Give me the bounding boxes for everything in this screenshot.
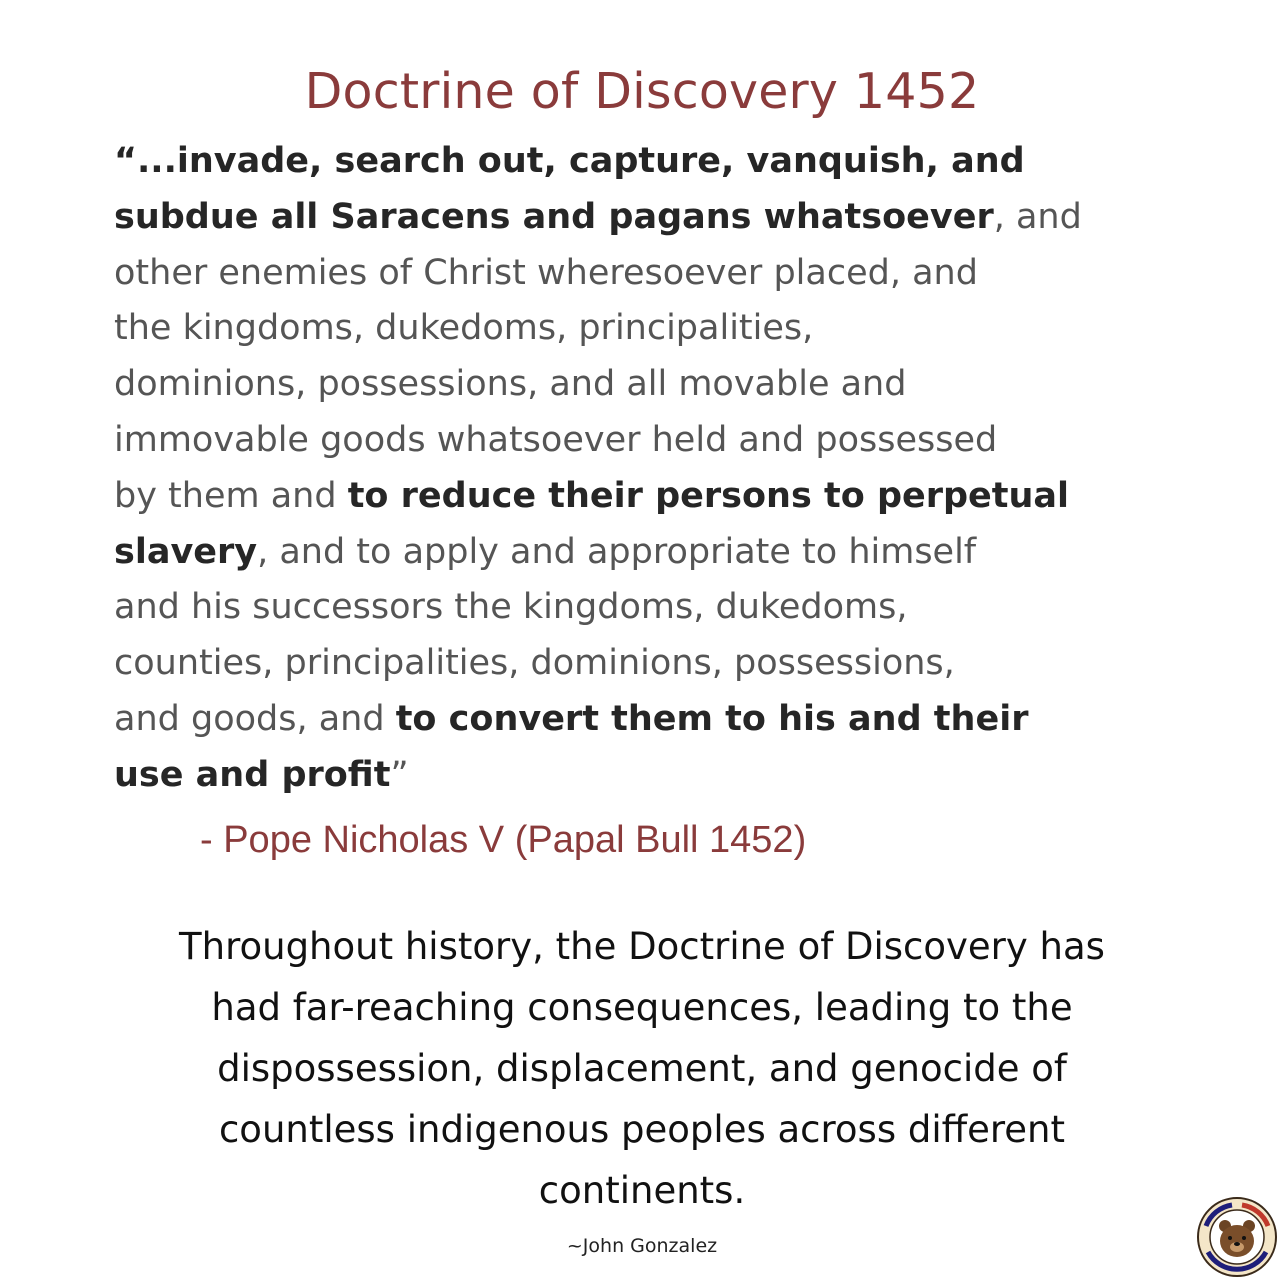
papal-bull-quote xyxy=(114,134,1204,804)
quote-bold-text: subdue all Saracens and pagans whatsoever xyxy=(114,196,994,237)
quote-bold-text: to convert them to his and their xyxy=(395,698,1029,739)
bear-logo-icon xyxy=(1196,1196,1278,1278)
quote-text: dominions, possessions, and all movable and xyxy=(114,364,907,405)
quote-bold-text: slavery xyxy=(114,531,258,572)
quote-line xyxy=(114,246,1204,302)
quote-bold-text: “...invade, search out, capture, vanquish, and xyxy=(114,141,1025,181)
commentary-line: had far-reaching consequences, leading to the xyxy=(211,986,1073,1029)
quote-text: immovable goods whatsoever held and possessed xyxy=(114,419,998,460)
quote-attribution: - Pope Nicholas V (Papal Bull 1452) xyxy=(200,819,807,861)
quote-text: , and xyxy=(993,196,1082,237)
quote-line xyxy=(114,525,1204,581)
quote-line xyxy=(114,580,1204,636)
commentary-line: continents. xyxy=(538,1169,746,1212)
quote-line xyxy=(114,748,1204,804)
quote-bold-text: use and profit xyxy=(114,754,391,795)
quote-line xyxy=(114,636,1204,692)
quote-line xyxy=(114,134,1204,190)
doctrine-title: Doctrine of Discovery 1452 xyxy=(304,63,980,120)
quote-text: by them and xyxy=(114,475,348,516)
quote-text: the kingdoms, dukedoms, principalities, xyxy=(114,308,814,349)
commentary-text xyxy=(40,916,1244,1221)
quote-text: , and to apply and appropriate to himself xyxy=(257,531,977,572)
quote-line xyxy=(114,190,1204,246)
quote-line xyxy=(114,469,1204,525)
commentary-line: dispossession, displacement, and genocide of xyxy=(217,1047,1067,1090)
author-signature: ~John Gonzalez xyxy=(566,1235,718,1257)
quote-text: other enemies of Christ wheresoever placed, and xyxy=(114,252,978,293)
quote-line xyxy=(114,301,1204,357)
quote-text: and his successors the kingdoms, dukedoms, xyxy=(114,587,908,628)
quote-text: counties, principalities, dominions, possessions, xyxy=(114,643,955,684)
quote-bold-text: to reduce their persons to perpetual xyxy=(347,475,1070,516)
quote-line xyxy=(114,357,1204,413)
commentary-line: countless indigenous peoples across different xyxy=(218,1108,1066,1151)
commentary-line: Throughout history, the Doctrine of Discovery has xyxy=(179,925,1105,968)
quote-line xyxy=(114,692,1204,748)
quote-text: and goods, and xyxy=(114,698,396,739)
quote-text: ” xyxy=(390,754,409,795)
quote-line xyxy=(114,413,1204,469)
